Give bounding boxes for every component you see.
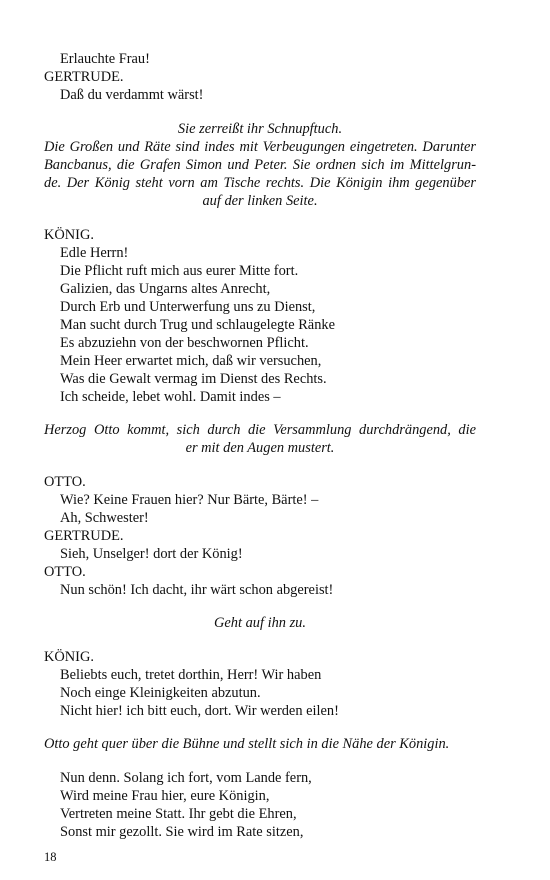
verse-line: Erlauchte Frau! bbox=[60, 51, 150, 67]
stage-direction: Bancbanus, die Grafen Simon und Peter. Sie ordnen sich im Mittelgrun- bbox=[44, 157, 476, 173]
verse-line: Nun denn. Solang ich fort, vom Lande fern, bbox=[60, 770, 312, 786]
verse-line: Ah, Schwester! bbox=[60, 510, 149, 526]
speaker-name: OTTO. bbox=[44, 564, 86, 580]
verse-line: Sieh, Unselger! dort der König! bbox=[60, 546, 243, 562]
verse-line: Vertreten meine Statt. Ihr gebt die Ehren, bbox=[60, 806, 297, 822]
verse-line: Galizien, das Ungarns altes Anrecht, bbox=[60, 281, 271, 297]
speaker-name: GERTRUDE. bbox=[44, 528, 124, 544]
speaker-name: GERTRUDE. bbox=[44, 69, 124, 85]
verse-line: Mein Heer erwartet mich, daß wir versuchen, bbox=[60, 353, 322, 369]
speaker-name: KÖNIG. bbox=[44, 227, 94, 243]
verse-line: Edle Herrn! bbox=[60, 245, 129, 261]
stage-direction: Die Großen und Räte sind indes mit Verbeugungen eingetreten. Darunter bbox=[44, 139, 476, 155]
verse-line: Nicht hier! ich bitt euch, dort. Wir werden eilen! bbox=[60, 703, 339, 719]
verse-line: Was die Gewalt vermag im Dienst des Rechts. bbox=[60, 371, 327, 387]
stage-direction: Sie zerreißt ihr Schnupftuch. bbox=[177, 121, 343, 137]
stage-direction: Geht auf ihn zu. bbox=[214, 615, 306, 631]
verse-line: Durch Erb und Unterwerfung uns zu Dienst, bbox=[60, 299, 316, 315]
verse-line: Ich scheide, lebet wohl. Damit indes – bbox=[60, 389, 281, 405]
verse-line: Noch einge Kleinigkeiten abzutun. bbox=[60, 685, 261, 701]
stage-direction: er mit den Augen mustert. bbox=[185, 440, 335, 456]
stage-direction: Otto geht quer über die Bühne und stellt sich in die Nähe der Königin. bbox=[44, 736, 450, 752]
stage-direction: Herzog Otto kommt, sich durch die Versammlung durchdrängend, die bbox=[44, 422, 476, 438]
verse-line: Sonst mir gezollt. Sie wird im Rate sitzen, bbox=[60, 824, 304, 840]
verse-line: Daß du verdammt wärst! bbox=[60, 87, 204, 103]
verse-line: Man sucht durch Trug und schlaugelegte Ränke bbox=[60, 317, 335, 333]
verse-line: Nun schön! Ich dacht, ihr wärt schon abgereist! bbox=[60, 582, 334, 598]
verse-line: Wird meine Frau hier, eure Königin, bbox=[60, 788, 270, 804]
verse-line: Beliebts euch, tretet dorthin, Herr! Wir haben bbox=[60, 667, 322, 683]
speaker-name: KÖNIG. bbox=[44, 649, 94, 665]
stage-direction: de. Der König steht vorn am Tische rechts. Die Königin ihm gegenüber bbox=[44, 175, 476, 191]
verse-line: Die Pflicht ruft mich aus eurer Mitte fort. bbox=[60, 263, 299, 279]
verse-line: Wie? Keine Frauen hier? Nur Bärte, Bärte! – bbox=[60, 492, 319, 508]
speaker-name: OTTO. bbox=[44, 474, 86, 490]
stage-direction: auf der linken Seite. bbox=[202, 193, 318, 209]
page-number: 18 bbox=[44, 850, 57, 864]
verse-line: Es abzuziehn von der beschwornen Pflicht. bbox=[60, 335, 309, 351]
